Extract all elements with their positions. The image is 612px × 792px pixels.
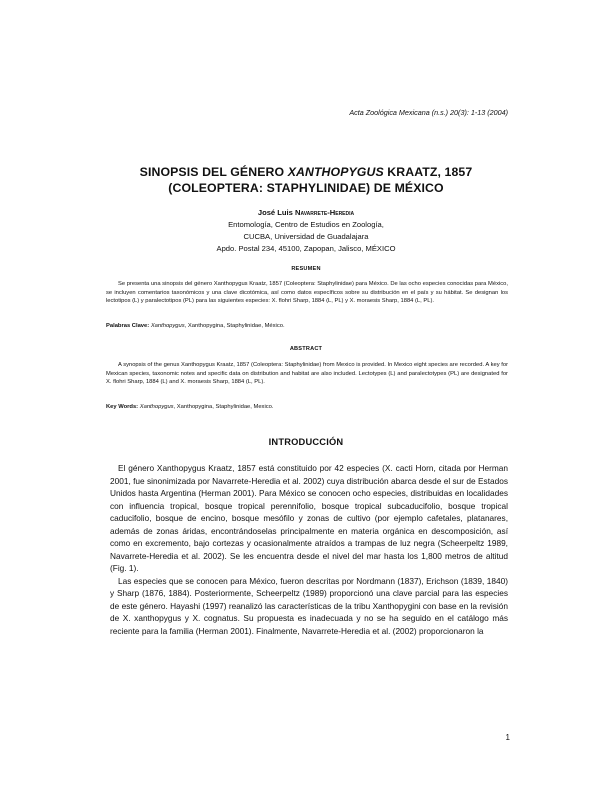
title-suffix: KRAATZ, 1857 — [383, 165, 473, 179]
abstract-keywords-rest: , Xanthopygina, Staphylinidae, Mexico. — [173, 404, 274, 410]
resumen-text — [106, 280, 508, 306]
resumen-keywords — [106, 322, 508, 330]
author-affiliation-1: Entomología, Centro de Estudios en Zoología, — [228, 220, 384, 229]
introduccion-heading: INTRODUCCIÓN — [268, 437, 344, 447]
title-line-2: (COLEOPTERA: STAPHYLINIDAE) DE MÉXICO — [168, 181, 444, 195]
author-block — [0, 207, 612, 255]
resumen-keywords-label: Palabras Clave: — [106, 323, 150, 329]
abstract-keywords — [106, 403, 508, 411]
author-last-name: Navarrete-Heredia — [294, 208, 355, 217]
page-number: 1 — [505, 733, 510, 742]
author-name — [0, 207, 612, 219]
title-prefix: SINOPSIS DEL GÉNERO — [139, 165, 288, 179]
abstract-body: A synopsis of the genus Xanthopygus Kraatz, 1857 (Coleoptera: Staphylinidae) from Mexico is provided. In Mexico eight species are recorded. A key for Mexican species, taxonomic notes and specific data on distribution and habitat are also included. Lectotypes (L) and paralectotypes (PL) are designated for X. flohri Sharp, 1884 (L) and X. moraesis Sharp, 1884 (L, PL). — [106, 362, 508, 386]
article-title — [0, 164, 612, 196]
abstract-text — [106, 361, 508, 387]
title-genus: XANTHOPYGUS — [287, 165, 384, 179]
resumen-keywords-rest: , Xanthopygina, Staphylinidae, México. — [184, 323, 285, 329]
resumen-keywords-genus: Xanthopygus — [150, 323, 185, 329]
title-line-1 — [0, 164, 612, 180]
introduccion-paragraph-2: Las especies que se conocen para México, fueron descritas por Nordmann (1837), Erichson (1839, 1840) y Sharp (1876, 1884). Posteriormente, Scheerpeltz (1989) proporcionó una clave parcial para las especies de este género. Hayashi (1997) reanalizó las características de la tribu Xanthopygini con base en la revisión de X. xanthopygus y X. cognatus. Su propuesta es inadecuada y no se ha seguido en el catálogo más reciente para la familia (Herman 2001). Finalmente, Navarrete-Heredia et al. (2002) proporcionaron la — [110, 575, 508, 636]
introduccion-body — [110, 462, 508, 637]
abstract-heading: ABSTRACT — [289, 346, 323, 352]
resumen-heading: RESUMEN — [291, 266, 321, 272]
abstract-keywords-label: Key Words: — [106, 404, 139, 410]
introduccion-paragraph-1: El género Xanthopygus Kraatz, 1857 está constituido por 42 especies (X. cacti Horn, citada por Herman 2001, fue sinonimizada por Navarrete-Heredia et al. 2002) cuya distribución abarca desde el sur de Estados Unidos hasta Argentina (Herman 2001). Para México se conocen ocho especies, distribuidas en localidades con influencia tropical, bosque tropical perennifolio, bosque tropical subcaducifolio, bosque tropical caducifolio, bosque de encino, bosque mesófilo y zonas de cultivo (por ejemplo cafetales, platanares, además de zonas áridas, encontrándoselas principalmente en materia orgánica en descomposición, así como en excremento, bajo cortezas y ocasionalmente atraídos a trampas de luz negra (Scheerpeltz 1989, Navarrete-Heredia et al. 2002). Se les encuentra desde el nivel del mar hasta los 1,800 metros de altitud (Fig. 1). — [110, 463, 508, 573]
author-address: Apdo. Postal 234, 45100, Zapopan, Jalisco, MÉXICO — [216, 244, 396, 253]
author-affiliation-2: CUCBA, Universidad de Guadalajara — [243, 232, 369, 241]
resumen-body: Se presenta una sinopsis del género Xanthopygus Kraatz, 1857 (Coleoptera: Staphylinidae) para México. De las ocho especies conocidas para México, se incluyen comentarios taxonómicos y una clave dicotómica, así como datos específicos sobre su distribución en el país y su hábitat. Se designan los lectotipos (L) y paralectotipos (PL) para las siguientes especies: X. flohri Sharp, 1884 (L, PL) y X. moraesis Sharp, 1884 (L, PL). — [106, 281, 508, 305]
author-first-name: José Luis — [257, 208, 295, 217]
journal-reference: Acta Zoológica Mexicana (n.s.) 20(3): 1-13 (2004) — [349, 108, 508, 117]
abstract-keywords-genus: Xanthopygus — [139, 404, 174, 410]
